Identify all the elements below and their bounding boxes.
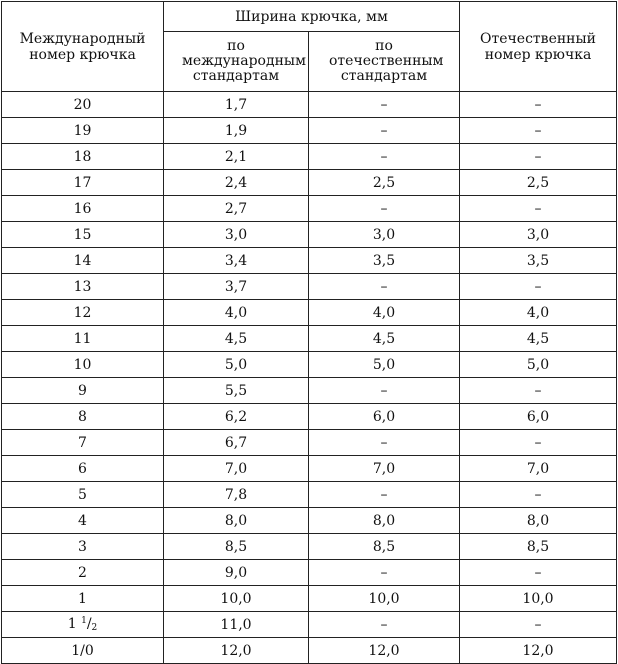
cell-width-domestic: 10,0	[309, 586, 460, 612]
cell-domestic-number: 5,0	[460, 352, 617, 378]
cell-domestic-number: –	[460, 144, 617, 170]
cell-width-intl: 2,1	[164, 144, 309, 170]
cell-domestic-number: 10,0	[460, 586, 617, 612]
cell-width-intl: 11,0	[164, 612, 309, 638]
table-row	[2, 456, 617, 482]
header-domestic-number: Отечественный номер крючка	[460, 2, 617, 92]
cell-width-intl: 5,5	[164, 378, 309, 404]
cell-width-intl: 8,5	[164, 534, 309, 560]
cell-intl-number: 17	[2, 170, 164, 196]
cell-width-intl: 6,2	[164, 404, 309, 430]
cell-domestic-number: 2,5	[460, 170, 617, 196]
cell-width-domestic: 8,0	[309, 508, 460, 534]
cell-domestic-number: 3,5	[460, 248, 617, 274]
cell-domestic-number: 8,0	[460, 508, 617, 534]
table-row	[2, 274, 617, 300]
table-row	[2, 222, 617, 248]
table-row	[2, 534, 617, 560]
header-domestic-standard: по отечественным стандартам	[309, 32, 460, 92]
cell-intl-number: 14	[2, 248, 164, 274]
cell-intl-number: 9	[2, 378, 164, 404]
cell-width-domestic: –	[309, 612, 460, 638]
table-row	[2, 326, 617, 352]
cell-width-intl: 2,4	[164, 170, 309, 196]
cell-width-intl: 8,0	[164, 508, 309, 534]
cell-intl-number: 13	[2, 274, 164, 300]
cell-width-intl: 3,7	[164, 274, 309, 300]
cell-intl-number: 1 $^1$/2	[2, 612, 164, 638]
cell-domestic-number: 4,0	[460, 300, 617, 326]
cell-intl-number: 16	[2, 196, 164, 222]
table-row	[2, 560, 617, 586]
table-row	[2, 430, 617, 456]
cell-intl-number: 20	[2, 92, 164, 118]
cell-width-domestic: –	[309, 430, 460, 456]
table-row	[2, 378, 617, 404]
cell-width-intl: 7,0	[164, 456, 309, 482]
fraction-denominator: 2	[91, 623, 98, 633]
hook-size-table	[1, 1, 617, 664]
table-row	[2, 404, 617, 430]
cell-domestic-number: 4,5	[460, 326, 617, 352]
cell-width-intl: 3,0	[164, 222, 309, 248]
table-row	[2, 612, 617, 638]
cell-domestic-number: –	[460, 92, 617, 118]
cell-domestic-number: –	[460, 612, 617, 638]
cell-domestic-number: –	[460, 118, 617, 144]
cell-width-intl: 1,9	[164, 118, 309, 144]
cell-intl-number: 10	[2, 352, 164, 378]
cell-width-intl: 9,0	[164, 560, 309, 586]
cell-width-intl: 10,0	[164, 586, 309, 612]
cell-intl-number: 19	[2, 118, 164, 144]
cell-width-intl: 4,5	[164, 326, 309, 352]
table-row	[2, 118, 617, 144]
cell-width-domestic: –	[309, 482, 460, 508]
cell-domestic-number: –	[460, 196, 617, 222]
cell-domestic-number: 7,0	[460, 456, 617, 482]
cell-intl-number: 5	[2, 482, 164, 508]
table-row	[2, 248, 617, 274]
cell-width-intl: 4,0	[164, 300, 309, 326]
cell-width-intl: 3,4	[164, 248, 309, 274]
cell-domestic-number: –	[460, 560, 617, 586]
cell-width-intl: 12,0	[164, 638, 309, 664]
cell-domestic-number: 8,5	[460, 534, 617, 560]
cell-width-domestic: 5,0	[309, 352, 460, 378]
cell-intl-number: 12	[2, 300, 164, 326]
table-row	[2, 508, 617, 534]
cell-width-domestic: –	[309, 196, 460, 222]
cell-intl-number: 3	[2, 534, 164, 560]
table-row	[2, 352, 617, 378]
table-row	[2, 170, 617, 196]
table-row	[2, 300, 617, 326]
cell-intl-number: 8	[2, 404, 164, 430]
table-row	[2, 638, 617, 664]
table-row	[2, 144, 617, 170]
cell-domestic-number: –	[460, 430, 617, 456]
header-intl-standard: по международным стандартам	[164, 32, 309, 92]
cell-width-intl: 2,7	[164, 196, 309, 222]
cell-domestic-number: 6,0	[460, 404, 617, 430]
cell-width-domestic: –	[309, 118, 460, 144]
cell-width-domestic: 7,0	[309, 456, 460, 482]
cell-width-domestic: 6,0	[309, 404, 460, 430]
cell-width-domestic: 4,0	[309, 300, 460, 326]
fraction-numerator: 1	[81, 616, 87, 626]
cell-width-domestic: –	[309, 378, 460, 404]
cell-width-domestic: –	[309, 92, 460, 118]
cell-width-domestic: 4,5	[309, 326, 460, 352]
table-row	[2, 196, 617, 222]
cell-width-intl: 7,8	[164, 482, 309, 508]
cell-width-domestic: 3,5	[309, 248, 460, 274]
cell-domestic-number: –	[460, 378, 617, 404]
cell-domestic-number: 12,0	[460, 638, 617, 664]
cell-domestic-number: 3,0	[460, 222, 617, 248]
header-width-group: Ширина крючка, мм	[164, 2, 460, 32]
cell-domestic-number: –	[460, 482, 617, 508]
cell-intl-number: 15	[2, 222, 164, 248]
cell-width-domestic: 3,0	[309, 222, 460, 248]
cell-width-domestic: –	[309, 560, 460, 586]
cell-intl-number: 6	[2, 456, 164, 482]
cell-domestic-number: –	[460, 274, 617, 300]
table-row	[2, 92, 617, 118]
fraction-whole: 1	[67, 616, 77, 632]
cell-intl-number: 2	[2, 560, 164, 586]
cell-intl-number: 18	[2, 144, 164, 170]
cell-width-intl: 1,7	[164, 92, 309, 118]
table-body	[2, 92, 617, 664]
cell-width-domestic: 2,5	[309, 170, 460, 196]
cell-width-domestic: 12,0	[309, 638, 460, 664]
cell-intl-number: 7	[2, 430, 164, 456]
cell-width-domestic: 8,5	[309, 534, 460, 560]
cell-width-domestic: –	[309, 144, 460, 170]
cell-intl-number: 4	[2, 508, 164, 534]
cell-intl-number: 11	[2, 326, 164, 352]
cell-width-domestic: –	[309, 274, 460, 300]
table-row	[2, 586, 617, 612]
cell-intl-number: 1	[2, 586, 164, 612]
cell-width-intl: 5,0	[164, 352, 309, 378]
cell-width-intl: 6,7	[164, 430, 309, 456]
cell-intl-number: 1/0	[2, 638, 164, 664]
header-intl-number: Международный номер крючка	[2, 2, 164, 92]
table-row	[2, 482, 617, 508]
